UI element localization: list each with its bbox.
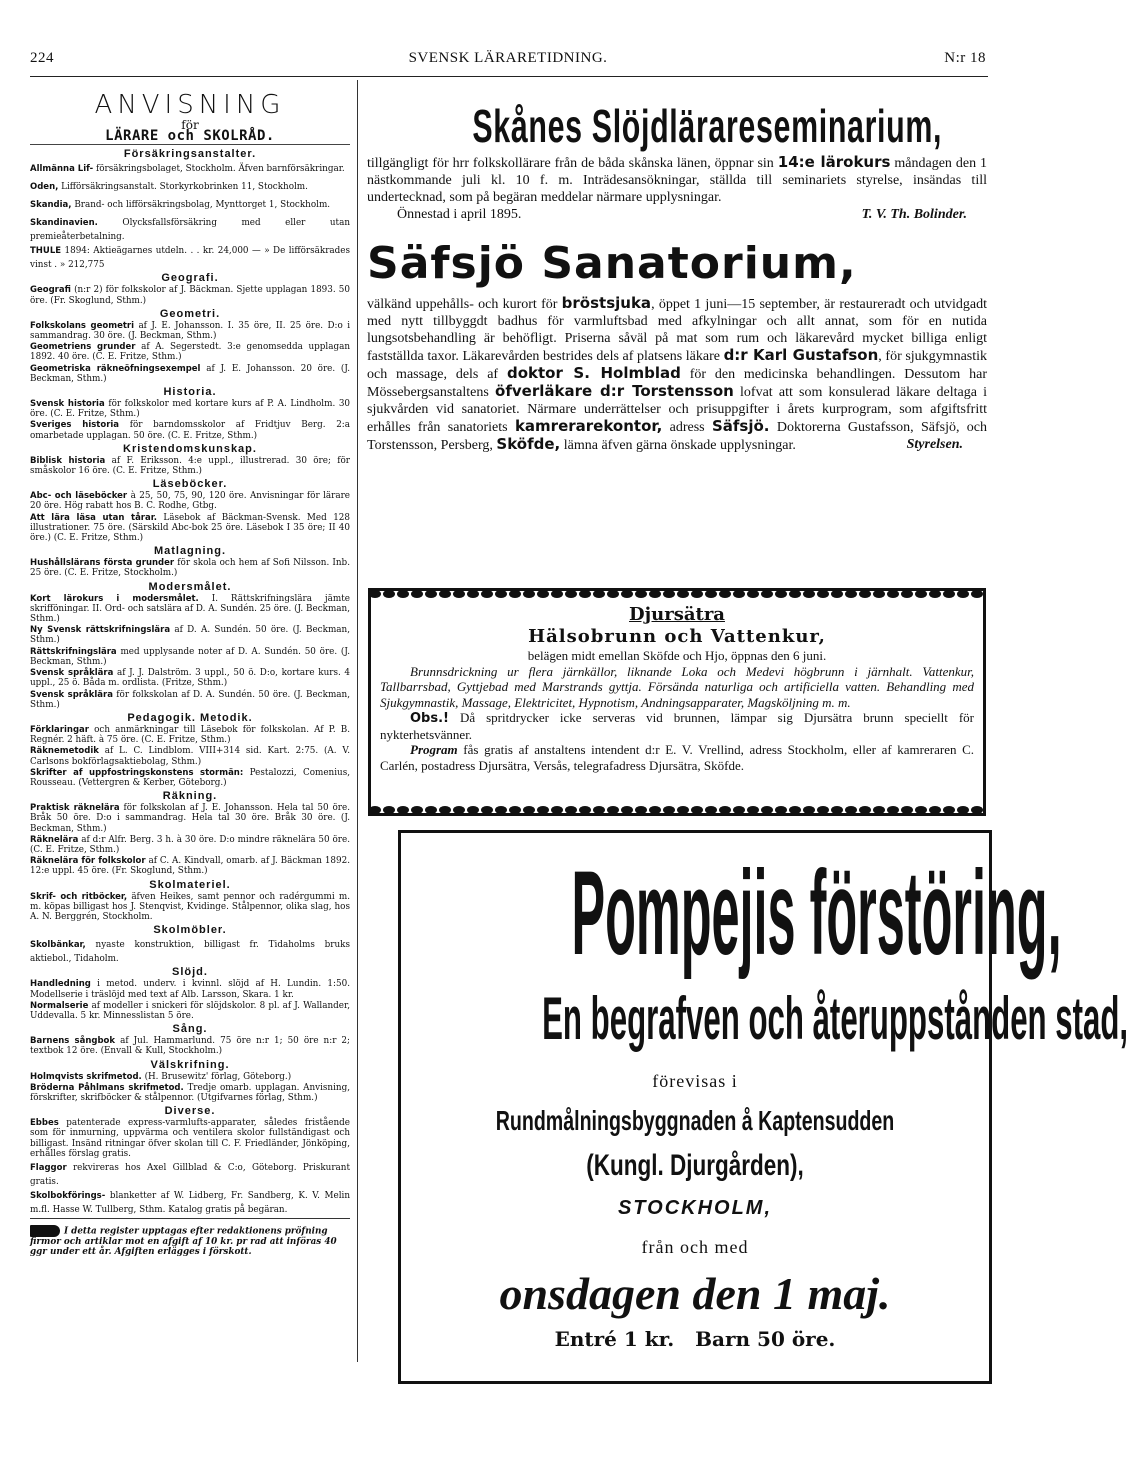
- listing-text: af J. J. Dalström. 3 uppl., 50 ö. D:o, kortare kurs. 4 uppl., 25 ö. Båda m. ordlista. (Fritze, Sthm.): [30, 668, 350, 689]
- border-scallop: [635, 590, 647, 598]
- border-scallop: [481, 806, 493, 814]
- listing-name: Kort lärokurs i modersmålet.: [30, 593, 199, 604]
- border-scallop: [733, 806, 745, 814]
- border-scallop: [453, 806, 465, 814]
- listing-name: Räknelära: [30, 834, 79, 845]
- listing-text: Pestalozzi, Comenius, Rousseau. (Vettergren & Kerber, Göteborg.): [30, 767, 351, 788]
- listing-name: Svensk språklära: [30, 668, 114, 679]
- safsjo-text-4: , för sjukgymnastik och massage, dels af: [367, 349, 988, 382]
- section-heading: Matlagning.: [153, 545, 227, 558]
- listing-entry: [30, 803, 350, 834]
- section-heading: Pedagogik. Metodik.: [127, 711, 253, 724]
- border-scallop: [495, 806, 507, 814]
- listing-entry: [30, 937, 350, 964]
- listing-name: Barnens sångbok: [30, 1036, 116, 1047]
- section-heading: Skolmöbler.: [153, 924, 227, 937]
- listing-name: Skolbänkar,: [30, 940, 86, 951]
- listing-name: Bröderna Påhlmans skrifmetod.: [30, 1082, 184, 1093]
- border-scallop: [845, 590, 857, 598]
- border-scallop: [943, 590, 955, 598]
- footnote-rule: [30, 1218, 350, 1219]
- listing-name: Rättskrifningslära: [30, 646, 117, 657]
- pompeji-title: Pompejis förstöring,: [571, 846, 1062, 980]
- listing-entry: [30, 1072, 350, 1082]
- safsjo-text-2: , öppet 1 juni—15 september, är restaureradt och utvidgadt med nytt tillbyggdt badhus för varmluftsbad med afkylningar och allt annat, som för en nutida lungsotsbehandling är behöfligt. Priserna såväl på mat som rum och läkarevård mycket billiga enligt fastställda taxor. Läkarevården bestrides dels af platsens läkare: [367, 297, 987, 364]
- border-scallop: [887, 806, 899, 814]
- listing-text: i metod. underv. i kvinnl. slöjd af H. Lundin. 1:50. Modellserie i träslöjd med text af Alb. Larsson, Skara. 1 kr.: [30, 979, 350, 1000]
- border-scallop: [747, 590, 759, 598]
- skanes-signoff: [367, 206, 987, 223]
- border-scallop: [831, 806, 843, 814]
- border-scallop: [649, 590, 661, 598]
- listing-text: Olycksfallsförsäkring med eller utan premieåterbetalning.: [30, 218, 351, 242]
- listing-name: Att lära läsa utan tårar.: [30, 512, 157, 523]
- listing-text: för skola och hem af Sofi Nilsson. Inb. 25 öre. (C. E. Fritze, Stockholm.): [30, 558, 350, 579]
- border-scallop: [523, 590, 535, 598]
- page-header: [30, 50, 986, 72]
- safsjo-signature: Styrelsen.: [906, 437, 963, 452]
- section-heading: Diverse.: [164, 1105, 216, 1118]
- border-scallop: [901, 806, 913, 814]
- listing-entry: [30, 668, 350, 688]
- listing-text: för folkskolor med kortare kurs af P. A. Lindholm. 30 öre. (C. E. Fritze, Sthm.): [30, 399, 351, 420]
- listing-name: Geometriska räkneöfningsexempel: [30, 363, 201, 374]
- listing-entry: [30, 456, 350, 476]
- listing-entry: [30, 285, 350, 305]
- border-scallop: [719, 806, 731, 814]
- skanes-title: Skånes Slöjdlärareseminarium,: [472, 100, 943, 152]
- section-heading: Skolmateriel.: [149, 878, 231, 891]
- listing-entry: [30, 892, 350, 923]
- safsjo-text-11: Säfsjö.: [711, 417, 770, 435]
- section-heading: Försäkringsanstalter.: [123, 148, 257, 160]
- border-scallop: [719, 590, 731, 598]
- pompeji-entre: Entré 1 kr. Barn 50 öre.: [554, 1327, 836, 1351]
- listing-entry: [30, 1160, 350, 1187]
- border-scallop: [971, 806, 983, 814]
- listing-text: försäkringsbolaget, Stockholm. Äfven barnförsäkringar.: [96, 164, 345, 174]
- pompeji-subtitle: En begrafven och återuppstånden stad,: [542, 985, 1128, 1052]
- border-scallop: [761, 590, 773, 598]
- section-heading: Välskrifning.: [150, 1058, 230, 1071]
- listing-entry: [30, 513, 350, 544]
- listing-name: Folkskolans geometri: [30, 320, 135, 331]
- border-scallop: [957, 806, 969, 814]
- listing-name: Skrif- och ritböcker,: [30, 891, 128, 902]
- border-scallop: [817, 590, 829, 598]
- listing-name: Geografi: [30, 285, 71, 296]
- safsjo-text-13: Sköfde,: [496, 435, 561, 453]
- border-scallop: [397, 590, 409, 598]
- listing-text: blanketter af W. Lidberg, Fr. Sandberg, K. V. Melin m.fl. Hasse W. Tullberg, Sthm. Katalog gratis på begäran.: [30, 1191, 350, 1216]
- border-scallop: [957, 590, 969, 598]
- listing-name: Ebbes: [30, 1118, 59, 1129]
- border-scallop: [467, 590, 479, 598]
- listing-text: Läsebok af Bäckman-Svensk. Med 128 illustrationer. 75 öre. (Särskild Abc-bok 25 öre. Läsebok I 35 öre; II 40 öre.) (C. E. Fritze, Sthm.): [30, 512, 350, 544]
- listing-text: Tredje omarb. upplagan. Anvisning, förskrifter, skrifböcker & stålpennor. (Utgifvarnes förlag, Sthm.): [30, 1082, 350, 1103]
- border-scallop: [635, 806, 647, 814]
- safsjo-text-8: lofvat att som konsulerad läkare deltaga i sjukvården vid sanatoriet. Närmare underrättelser och prisuppgifter i årets kurprogram, som afgiftsfritt erhålles från sanatoriets: [367, 385, 988, 435]
- djursatra-text1: Brunnsdrickning ur flera järnkällor, liknande Loka och Medevi högbrunn i järnhalt. Vattenkur, Tallbarrsbad, Gyttjebad med Marstrands gyttja. Försända naturliga och artificiella vatten. Behandling med Sjukgymnastik, Massage, Elektricitet, Hypnotism, Andningsapparater, Magsköljning m. m.: [380, 663, 974, 710]
- border-scallop: [901, 590, 913, 598]
- section-heading: Modersmålet.: [148, 580, 232, 593]
- listing-text: à 25, 50, 75, 90, 120 öre. Anvisningar för lärare 20 öre. Hög rabatt hos B. C. Rodhe, Gtbg.: [30, 491, 351, 512]
- border-scallop: [551, 806, 563, 814]
- border-scallop: [859, 590, 871, 598]
- listing-name: Skandinavien.: [30, 218, 98, 228]
- listing-entry: [30, 746, 350, 766]
- skanes-body-b: måndagen den 1 nästkommande juli kl. 10 f. m. Inträdesansökningar, ställda till seminariets styrelse, insändas till undertecknad, som på begäran meddelar närmare upplysningar.: [367, 156, 988, 205]
- listing-text: rekvireras hos Axel Gillblad & C:o, Göteborg. Priskurant gratis.: [30, 1163, 350, 1187]
- ornament-rule: [30, 144, 350, 145]
- listing-text: af L. C. Lindblom. VIII+314 sid. Kart. 2:75. (A. V. Carlsons bokförlagsaktiebolag, Sthm.): [30, 746, 351, 767]
- border-scallop: [873, 806, 885, 814]
- listing-name: Geometriens grunder: [30, 342, 136, 353]
- border-scallop: [537, 590, 549, 598]
- anvisning-subtitle: LÄRARE och SKOLRÅD.: [105, 128, 275, 144]
- listing-text: (n:r 2) för folkskolor af J. Bäckman. Sjette upplagan 1893. 50 öre. (Fr. Skoglund, Sthm.): [30, 285, 351, 306]
- listing-text: af C. A. Kindvall, omarb. af J. Bäckman 1892. 12:e uppl. 45 öre. (Fr. Skoglund, Sthm.): [30, 856, 350, 877]
- border-scallop: [705, 806, 717, 814]
- listing-name: Skrifter af uppfostringskonstens stormän:: [30, 767, 244, 778]
- safsjo-text-12: Doktorerna Gustafsson, Säfsjö, och Torstensson, Persberg,: [367, 420, 988, 453]
- safsjo-text-3: d:r Karl Gustafson: [723, 346, 879, 364]
- listing-name: Svensk språklära: [30, 689, 113, 700]
- listing-entry: [30, 647, 350, 667]
- listing-entry: [30, 1036, 350, 1056]
- header-rule: [30, 76, 988, 77]
- pompeji-line3: (Kungl. Djurgården),: [586, 1149, 804, 1182]
- listing-text: af d:r Alfr. Berg. 3 h. à 30 öre. D:o mindre räknelära 50 öre. (C. E. Fritze, Sthm.): [30, 834, 351, 855]
- djursatra-obs: [380, 710, 974, 742]
- section-heading: Slöjd.: [172, 966, 208, 979]
- listing-name: Räknemetodik: [30, 746, 99, 757]
- border-scallop: [649, 806, 661, 814]
- djursatra-program: [380, 742, 974, 773]
- pompeji-line1: förevisas i: [652, 1071, 738, 1091]
- listing-entry: [30, 321, 350, 341]
- djursatra-bottom-border: [368, 804, 986, 816]
- border-scallop: [411, 806, 423, 814]
- listing-entry: [30, 835, 350, 855]
- listing-entry: [30, 1118, 350, 1159]
- djursatra-subtitle: Hälsobrunn och Vattenkur,: [528, 626, 826, 647]
- section-heading: Geometri.: [159, 307, 221, 320]
- listing-text: för folkskolan af J. E. Johansson. Hela tal 50 öre. Bråk 50 öre. D:o i sammandrag. Hela tal 30 öre. Bråk 30 öre. (J. Beckman, Sthm.): [30, 803, 350, 834]
- anvisning-for: för: [181, 118, 199, 132]
- listing-entry: [30, 690, 350, 710]
- border-scallop: [789, 590, 801, 598]
- border-scallop: [593, 590, 605, 598]
- listing-name: Ny Svensk rättskrifningslära: [30, 625, 171, 636]
- listing-text: nyaste konstruktion, billigast fr. Tidaholms bruks aktiebol., Tidaholm.: [30, 940, 351, 965]
- pompeji-ad: [398, 830, 1128, 1384]
- djursatra-left-border: [368, 588, 371, 816]
- safsjo-text-1: bröstsjuka: [561, 294, 652, 312]
- pointing-hand-icon: [30, 1225, 60, 1237]
- listing-name: Abc- och läseböcker: [30, 491, 128, 502]
- djursatra-program-label: Program: [410, 742, 458, 757]
- section-heading: Geografi.: [161, 272, 219, 285]
- listing-text: för barndomsskolor af Fridtjuv Berg. 2:a omarbetade upplagan. 50 öre. (C. E. Fritze, Sthm.): [30, 420, 350, 441]
- djursatra-obs-label: Obs.!: [410, 711, 449, 726]
- border-scallop: [411, 590, 423, 598]
- listing-text: Lifförsäkringsanstalt. Storkyrkobrinken 11, Stockholm.: [61, 182, 308, 192]
- pompeji-line2: Rundmålningsbyggnaden å Kaptensudden: [495, 1105, 895, 1136]
- listing-text: af Jul. Hammarlund. 75 öre n:r 1; 50 öre n:r 2; textbok 12 öre. (Envall & Kull, Stockholm.): [30, 1036, 350, 1057]
- safsjo-text-7: öfverläkare d:r Torstensson: [495, 382, 734, 400]
- border-scallop: [607, 590, 619, 598]
- border-scallop: [607, 806, 619, 814]
- border-scallop: [859, 806, 871, 814]
- border-scallop: [733, 590, 745, 598]
- border-scallop: [439, 590, 451, 598]
- djursatra-title: Djursätra: [629, 604, 725, 625]
- listing-entry: [30, 399, 350, 419]
- journal-title: SVENSK LÄRARETIDNING.: [408, 50, 608, 66]
- border-scallop: [929, 590, 941, 598]
- border-scallop: [915, 590, 927, 598]
- section-heading: Kristendomskunskap.: [123, 442, 257, 455]
- border-scallop: [691, 590, 703, 598]
- safsjo-text-14: lämna äfven gärna önskade upplysningar.: [563, 438, 796, 453]
- safsjo-text-10: adress: [669, 420, 705, 435]
- pompeji-line6: onsdagen den 1 maj.: [499, 1268, 891, 1319]
- listing-text: af D. A. Sundén. 50 öre. (J. Beckman, Sthm.): [30, 625, 350, 646]
- border-scallop: [439, 806, 451, 814]
- section-heading: Läseböcker.: [152, 478, 228, 491]
- safsjo-text-6: för den medicinska behandlingen. Dessutom har Mössebergsanstaltens: [367, 367, 987, 400]
- border-scallop: [425, 806, 437, 814]
- listing-name: Normalserie: [30, 1000, 89, 1011]
- listing-text: patenterade express-varmlufts-apparater, således fristående som för inmurning, uppvärma och ventilera skolor fullständigast och billigast. Insänd ritningar öfver skolan till C. F. Friedländer, Jönköping, erhålles förslag gratis.: [30, 1118, 351, 1159]
- listing-name: Biblisk historia: [30, 455, 106, 466]
- safsjo-text-5: doktor S. Holmblad: [506, 364, 681, 382]
- listing-entry: [30, 1188, 350, 1215]
- pompeji-line4: STOCKHOLM,: [617, 1197, 773, 1219]
- border-scallop: [915, 806, 927, 814]
- border-scallop: [537, 806, 549, 814]
- border-scallop: [565, 806, 577, 814]
- djursatra-obs-text: Då spritdrycker icke serveras vid brunnen, lämpar sig Djursätra brunn speciellt för nykterhetsvänner.: [380, 710, 975, 742]
- listing-name: Allmänna Lif-: [30, 164, 94, 174]
- safsjo-body: [367, 295, 987, 454]
- listing-text: af J. E. Johansson. I. 35 öre, II. 25 öre. D:o i sammandrag. 30 öre. (J. Beckman, Sthm.): [30, 320, 351, 342]
- listing-entry: [30, 1001, 350, 1021]
- listing-name: Skandia,: [30, 200, 72, 210]
- skanes-kurs: 14:e lärokurs: [777, 153, 891, 171]
- border-scallop: [775, 590, 787, 598]
- anvisning-footnote: [30, 1225, 350, 1257]
- safsjo-text-9: kamrerarekontor,: [514, 417, 663, 435]
- listing-text: af modeller i snickeri för slöjdskolor. 8 pl. af J. Wallander, Uddevalla. 5 kr. Minnesslistan 5 öre.: [30, 1000, 351, 1021]
- section-heading: Historia.: [163, 386, 217, 399]
- listing-name: Förklaringar: [30, 724, 89, 735]
- page-number: 224: [30, 50, 54, 66]
- border-scallop: [803, 806, 815, 814]
- listing-entry: [30, 243, 350, 270]
- border-scallop: [663, 806, 675, 814]
- listing-text: af J. E. Johansson. 20 öre. (J. Beckman, Sthm.): [30, 363, 351, 384]
- border-scallop: [761, 806, 773, 814]
- border-scallop: [705, 590, 717, 598]
- border-scallop: [929, 806, 941, 814]
- border-scallop: [887, 590, 899, 598]
- border-scallop: [845, 806, 857, 814]
- listing-entry: [30, 420, 350, 440]
- listing-entry: [30, 161, 350, 178]
- listing-name: THULE: [30, 246, 62, 257]
- border-scallop: [621, 590, 633, 598]
- footnote-text: I detta register upptagas efter redaktionens pröfning firmor och artiklar mot en afgift af 10 kr. pr rad att införas 40 ggr under ett år. Afgiften erlägges i förskott.: [30, 1226, 337, 1258]
- listing-entry: [30, 1083, 350, 1103]
- skanes-body-a: tillgängligt för hrr folkskollärare från de båda skånska länen, öppnar sin: [367, 156, 774, 171]
- border-scallop: [943, 806, 955, 814]
- border-scallop: [579, 590, 591, 598]
- border-scallop: [467, 806, 479, 814]
- border-scallop: [481, 590, 493, 598]
- listing-text: af F. Eriksson. 4:e uppl., illustrerad. 30 öre; för småskolor 16 öre. (C. E. Fritze, Sthm.): [30, 455, 351, 477]
- safsjo-text-0: välkänd uppehålls- och kurort för: [367, 297, 558, 312]
- border-scallop: [747, 806, 759, 814]
- section-heading: Sång.: [172, 1023, 208, 1036]
- border-scallop: [621, 806, 633, 814]
- listing-entry: [30, 215, 350, 242]
- listing-text: I. Rättskrifningslära jämte skrifföningar. II. Ord- och satslära af D. A. Sundén. 25 öre. (J. Beckman, Sthm.): [30, 593, 350, 625]
- listing-entry: [30, 179, 350, 196]
- listing-entry: [30, 856, 350, 876]
- listing-entry: [30, 491, 350, 511]
- listing-text: äfven Heikes, samt pennor och radérgummi m. m. köpas billigast hos J. Stenqvist, Kvidinge. Stålpennor, olika slag, hos A. N. Berggrén, Stockholm.: [30, 891, 351, 922]
- border-scallop: [593, 806, 605, 814]
- listing-name: Oden,: [30, 182, 59, 192]
- anvisning-title: ANVISNING: [94, 90, 286, 120]
- border-scallop: [453, 590, 465, 598]
- listing-text: Brand- och lifförsäkringsbolag, Mynttorget 1, Stockholm.: [74, 200, 331, 210]
- listing-text: för folkskolan af D. A. Sundén. 50 öre. (J. Beckman, Sthm.): [30, 689, 350, 710]
- djursatra-top-border: [368, 588, 986, 600]
- border-scallop: [509, 590, 521, 598]
- border-scallop: [775, 806, 787, 814]
- skanes-place: Önnestad i april 1895.: [397, 207, 522, 222]
- listing-name: Flaggor: [30, 1163, 67, 1173]
- skanes-body: [367, 154, 987, 206]
- listing-entry: [30, 197, 350, 214]
- skanes-signature: T. V. Th. Bolinder.: [861, 207, 967, 222]
- border-scallop: [677, 806, 689, 814]
- border-scallop: [565, 590, 577, 598]
- listing-name: Räknelära för folkskolor: [30, 856, 146, 867]
- issue-number: N:r 18: [944, 50, 986, 66]
- border-scallop: [579, 806, 591, 814]
- listing-name: Handledning: [30, 979, 91, 990]
- column-divider: [357, 80, 358, 1362]
- djursatra-right-border: [983, 588, 986, 816]
- djursatra-program-text: fås gratis af anstaltens intendent d:r E. V. Vrellind, adress Stockholm, eller af kamreraren C. Carlén, postadress Djursätra, Versås, telegrafadress Djursätra, Sköfde.: [380, 742, 975, 773]
- listing-entry: [30, 725, 350, 745]
- border-scallop: [817, 806, 829, 814]
- listing-text: 1894: Aktieägarnes utdeln. . . kr. 24,000 — » De lifförsäkrades vinst . » 212,775: [30, 246, 350, 271]
- border-scallop: [873, 590, 885, 598]
- listing-entry: [30, 594, 350, 625]
- border-scallop: [803, 590, 815, 598]
- border-scallop: [495, 590, 507, 598]
- right-column: [367, 90, 987, 454]
- border-scallop: [551, 590, 563, 598]
- listing-text: af A. Segerstedt. 3:e genomsedda upplagan 1892. 40 öre. (C. E. Fritze, Sthm.): [30, 342, 350, 363]
- djursatra-content: [380, 604, 974, 800]
- border-scallop: [383, 590, 395, 598]
- section-heading: Räkning.: [162, 790, 218, 803]
- border-scallop: [831, 590, 843, 598]
- border-scallop: [425, 590, 437, 598]
- listing-name: Sveriges historia: [30, 420, 120, 431]
- djursatra-ad: [368, 588, 986, 816]
- djursatra-location: belägen midt emellan Sköfde och Hjo, öppnas den 6 juni.: [527, 648, 827, 663]
- listing-name: Svensk historia: [30, 399, 105, 410]
- border-scallop: [509, 806, 521, 814]
- listing-name: Skolbokförings-: [30, 1191, 106, 1202]
- listing-text: och anmärkningar till Läsebok för folkskolan. Af P. B. Regnér. 2 häft. à 75 öre. (C. E. Fritze, Sthm.): [30, 724, 350, 746]
- border-scallop: [383, 806, 395, 814]
- border-scallop: [789, 806, 801, 814]
- safsjo-title: Säfsjö Sanatorium,: [367, 238, 857, 289]
- listing-entry: [30, 768, 350, 788]
- listing-entry: [30, 364, 350, 384]
- border-scallop: [397, 806, 409, 814]
- border-scallop: [523, 806, 535, 814]
- listing-entry: [30, 979, 350, 999]
- listing-name: Holmqvists skrifmetod.: [30, 1071, 142, 1082]
- listing-entry: [30, 342, 350, 362]
- listing-name: Praktisk räknelära: [30, 803, 120, 814]
- border-scallop: [663, 590, 675, 598]
- anvisning-column: [30, 90, 350, 1257]
- anvisning-sections: [30, 149, 350, 1215]
- listing-text: (H. Brusewitz' förlag, Göteborg.): [144, 1071, 292, 1082]
- listing-name: Hushållsläraпs första grunder: [30, 558, 175, 569]
- listing-entry: [30, 625, 350, 645]
- listing-entry: [30, 558, 350, 578]
- border-scallop: [677, 590, 689, 598]
- pompeji-line5: från och med: [641, 1237, 749, 1257]
- listing-text: med upplysande noter af D. A. Sundén. 50 öre. (J. Beckman, Sthm.): [30, 646, 350, 667]
- border-scallop: [691, 806, 703, 814]
- border-scallop: [971, 590, 983, 598]
